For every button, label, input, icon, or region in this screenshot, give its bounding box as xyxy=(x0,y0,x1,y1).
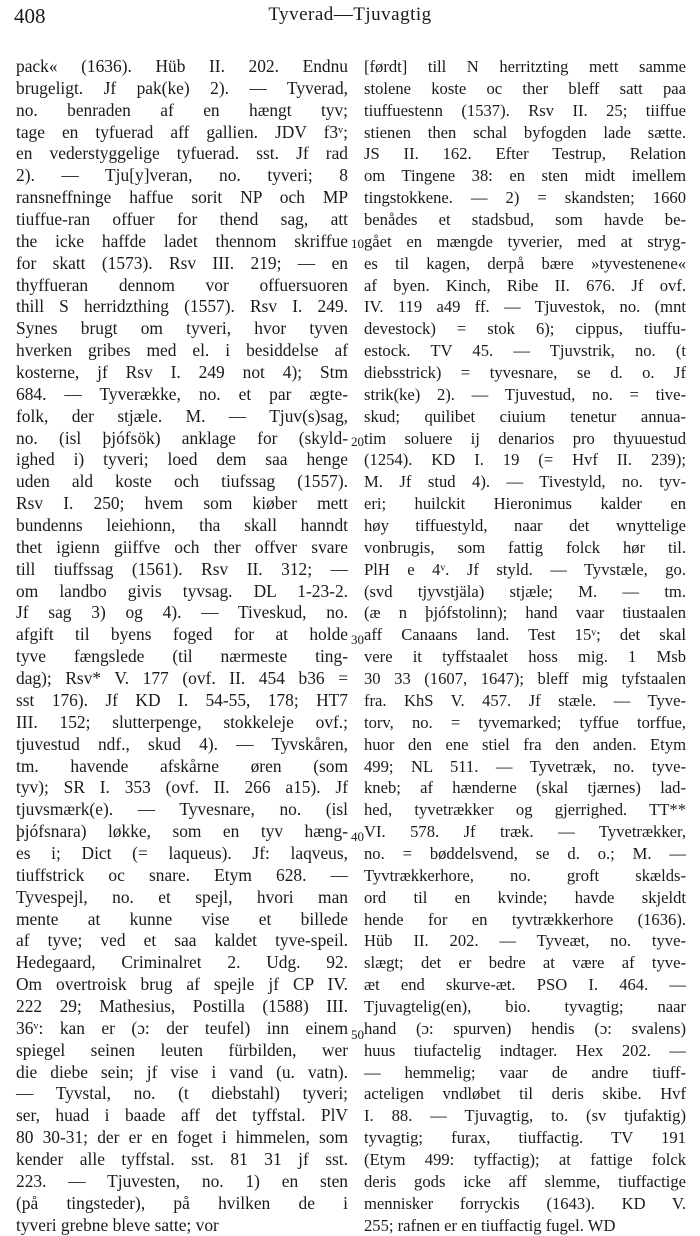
text-line: Hedegaard, Criminalret 2. Udg. 92. xyxy=(16,952,348,973)
text-line: thill S herridzthing (1557). Rsv I. 249. xyxy=(16,296,348,317)
line-number-20: 20 xyxy=(351,434,364,449)
text-line: tage en tyfuerad aff gallien. JDV f3ᵛ; xyxy=(16,121,348,142)
text-line: ord til en kvinde; havde skjeldt xyxy=(364,887,686,907)
text-line: M. Jf stud 4). — Tivestyld, no. tyv- xyxy=(364,472,686,492)
text-line: III. 152; slutterpenge, stokkeleje ovf.; xyxy=(16,711,348,732)
text-line: tjuvestud ndf., skud 4). — Tyvskåren, xyxy=(16,733,348,754)
text-line: af tyve; ved et saa kaldet tyve-speil. xyxy=(16,930,348,951)
text-line: I. 88. — Tjuvagtig, to. (sv tjufaktig) xyxy=(364,1106,686,1126)
text-line: Om overtroisk brug af spejle jf CP IV. xyxy=(16,974,348,995)
text-line: om landbo givis tyvsag. DL 1-23-2. xyxy=(16,580,348,601)
text-line: VI. 578. Jf træk. — Tyvetrækker, xyxy=(364,822,686,842)
text-line: no. benraden af en hængt tyv; xyxy=(16,99,348,120)
text-line: stolene koste oc ther bleff satt paa xyxy=(364,78,686,98)
text-line: tim soluere ij denarios pro thyuuestud xyxy=(364,428,686,448)
text-line: no. = bøddelsvend, se d. o.; M. — xyxy=(364,843,686,863)
text-line: Synes brugt om tyveri, hvor tyven xyxy=(16,318,348,339)
text-line: en vederstyggelige tyfuerad. sst. Jf rad xyxy=(16,143,348,164)
text-line: deris gods icke aff slemme, tiuffactige xyxy=(364,1171,686,1191)
text-line: stienen then schal byfogden lade sætte. xyxy=(364,122,686,142)
right-column xyxy=(364,56,686,1236)
text-line: hende for en tyvtrækkerhore (1636). xyxy=(364,909,686,929)
text-line: mente at kunne vise et billede xyxy=(16,908,348,929)
text-line: hed, tyvetrækker og gjerrighed. TT** xyxy=(364,800,686,820)
text-line: (Etym 499: tyffactig); at fattige folck xyxy=(364,1149,686,1169)
text-line: (på tingsteder), på hvilken de i xyxy=(16,1192,348,1213)
text-line: die diebe sein; jf vise i vand (u. vatn). xyxy=(16,1061,348,1082)
text-line: thet igienn giiffve och ther offver svare xyxy=(16,536,348,557)
line-number-50: 50 xyxy=(351,1027,364,1042)
text-line: es til kagen, derpå bære »tyvestenene« xyxy=(364,253,686,273)
text-line: devestock) = stok 6); cippus, tiuffu- xyxy=(364,319,686,339)
text-line: huus tiufactelig indtager. Hex 202. — xyxy=(364,1040,686,1060)
text-line: 2). — Tju[y]veran, no. tyveri; 8 xyxy=(16,165,348,186)
text-line: 223. — Tjuvesten, no. 1) en sten xyxy=(16,1170,348,1191)
text-line: thyffueran dennom vor offuersuoren xyxy=(16,274,348,295)
text-line: kosterne, jf Rsv I. 249 not 4); Stm xyxy=(16,362,348,383)
text-line: strik(ke) 2). — Tjuvestud, no. = tive- xyxy=(364,384,686,404)
text-line: eri; huilckit Hieronimus kalder en xyxy=(364,494,686,514)
text-line: 30 33 (1607, 1647); bleff mig tyfstaalen xyxy=(364,669,686,689)
text-line: IV. 119 a49 ff. — Tjuvestok, no. (mnt xyxy=(364,297,686,317)
text-line: tyvagtig; furax, tiuffactig. TV 191 xyxy=(364,1128,686,1148)
text-line: hand (ɔ: spurven) hendis (ɔ: svalens) xyxy=(364,1018,686,1038)
text-line: dag); Rsv* V. 177 (ovf. II. 454 b36 = xyxy=(16,668,348,689)
line-number-40: 40 xyxy=(351,829,364,844)
text-line: Hüb II. 202. — Tyveæt, no. tyve- xyxy=(364,931,686,951)
text-line: torv, no. = tyvemarked; tyffue torffue, xyxy=(364,712,686,732)
text-line: 222 29; Mathesius, Postilla (1588) III. xyxy=(16,995,348,1016)
text-line: pack« (1636). Hüb II. 202. Endnu xyxy=(16,56,348,76)
text-line: estock. TV 45. — Tjuvstrik, no. (t xyxy=(364,341,686,361)
text-line: — Tyvstal, no. (t diebstahl) tyveri; xyxy=(16,1083,348,1104)
text-line: folk, der stjæle. M. — Tjuv(s)sag, xyxy=(16,405,348,426)
text-line: afgift til byens foged for at holde xyxy=(16,624,348,645)
text-line: vere it tyffstaalet hoss mig. 1 Msb xyxy=(364,647,686,667)
text-line: skud; quilibet ciuium tenetur annua- xyxy=(364,406,686,426)
running-head: Tyverad—Tjuvagtig xyxy=(268,4,432,25)
text-line: tyveri grebne bleve satte; vor xyxy=(16,1214,219,1235)
text-line: till tiuffssag (1561). Rsv II. 312; — xyxy=(16,558,348,579)
text-line: no. (isl þjófsök) anklage for (skyld- xyxy=(16,427,348,448)
left-column xyxy=(16,56,348,1236)
text-line: 36ᵛ: kan er (ɔ: der teufel) inn einem xyxy=(16,1017,348,1038)
text-line: høy tiffuestyld, naar det wnyttelige xyxy=(364,516,686,536)
text-line: Jf sag 3) og 4). — Tiveskud, no. xyxy=(16,602,348,623)
text-line: kender alle tyffstal. sst. 81 31 jf sst. xyxy=(16,1148,348,1169)
text-line: (æ n þjófstolinn); hand vaar tiustaalen xyxy=(364,603,686,623)
text-line: (1254). KD I. 19 (= Hvf II. 239); xyxy=(364,450,686,470)
text-line: 684. — Tyverække, no. et par ægte- xyxy=(16,383,348,404)
text-line: ser, huad i baade aff det tyffstal. PlV xyxy=(16,1105,348,1126)
text-line: ighed i) tyveri; loed dem saa henge xyxy=(16,449,348,470)
text-line: for skatt (1573). Rsv III. 219; — en xyxy=(16,252,348,273)
text-line: þjófsnara) løkke, som en tyv hæng- xyxy=(16,821,348,842)
text-line: Tyvespejl, no. et spejl, hvori man xyxy=(16,886,348,907)
text-line: aff Canaans land. Test 15ᵛ; det skal xyxy=(364,625,686,645)
text-line: hverken gribes med el. i besiddelse af xyxy=(16,340,348,361)
text-line: brugeligt. Jf pak(ke) 2). — Tyverad, xyxy=(16,77,348,98)
text-line: Tjuvagtelig(en), bio. tyvagtig; naar xyxy=(364,996,686,1016)
text-line: benådes et stadsbud, som havde be- xyxy=(364,210,686,230)
text-line: tyve fængslede (til nærmeste ting- xyxy=(16,646,348,667)
text-line: es i; Dict (= laqueus). Jf: laqveus, xyxy=(16,842,348,863)
text-line: tiuffstrick oc snare. Etym 628. — xyxy=(16,864,348,885)
text-line: 499; NL 511. — Tyvetræk, no. tyve- xyxy=(364,756,686,776)
text-line: 80 30-31; der er en foget i himmelen, som xyxy=(16,1127,348,1148)
text-line: tingstokkene. — 2) = skandsten; 1660 xyxy=(364,188,686,208)
text-line: tiuffue-ran offuer for thend sag, att xyxy=(16,209,348,230)
line-number-30: 30 xyxy=(351,632,364,647)
text-line: Tyvtrækkerhore, no. groft skælds- xyxy=(364,865,686,885)
text-line: the icke haffde ladet thennom skriffue xyxy=(16,230,348,251)
text-line: spiegel seinen leuten fürbilden, wer xyxy=(16,1039,348,1060)
text-line: æt end skurve-æt. PSO I. 464. — xyxy=(364,975,686,995)
text-line: [førdt] till N herritzting mett samme xyxy=(364,57,686,76)
text-line: JS II. 162. Efter Testrup, Relation xyxy=(364,144,686,164)
text-line: fra. KhS V. 457. Jf stæle. — Tyve- xyxy=(364,690,686,710)
text-line: tiuffuestenn (1537). Rsv II. 25; tiiffue xyxy=(364,100,686,120)
text-line: PlH e 4ᵛ. Jf styld. — Tyvstæle, go. xyxy=(364,559,686,579)
text-line: kneb; af hænderne (skal tjærnes) lad- xyxy=(364,778,686,798)
text-line: gået en mængde tyverier, med at stryg- xyxy=(364,231,686,251)
text-line: bundenns leiehionn, tha skall hanndt xyxy=(16,515,348,536)
text-line: huor den ene stiel fra den anden. Etym xyxy=(364,734,686,754)
text-line: vonbrugis, som fattig folck hør til. xyxy=(364,537,686,557)
text-line: slægt; det er bedre at være af tyve- xyxy=(364,953,686,973)
line-number-10: 10 xyxy=(351,236,364,251)
text-line: (svd tjyvstjäla) stjæle; M. — tm. xyxy=(364,581,686,601)
text-line: Rsv I. 250; hvem som kiøber mett xyxy=(16,493,348,514)
page-number: 408 xyxy=(14,4,46,28)
text-line: om Tingene 38: en sten midt imellem xyxy=(364,166,686,186)
text-line: 255; rafnen er en tiuffactig fugel. WD xyxy=(364,1215,616,1235)
text-line: tm. havende afskårne øren (som xyxy=(16,755,348,776)
text-line: mennisker forryckis (1643). KD V. xyxy=(364,1193,686,1213)
text-line: af byen. Kinch, Ribe II. 676. Jf ovf. xyxy=(364,275,686,295)
text-line: ransneffninge haffue sorit NP och MP xyxy=(16,187,348,208)
text-line: tjuvsmærk(e). — Tyvesnare, no. (isl xyxy=(16,799,348,820)
text-line: tyv); SR I. 353 (ovf. II. 266 a15). Jf xyxy=(16,777,348,798)
text-line: — hemmelig; vaar de andre tiuff- xyxy=(364,1062,686,1082)
text-line: uden ald koste och tiufssag (1557). xyxy=(16,471,348,492)
text-line: diebsstrick) = tyvesnare, se d. o. Jf xyxy=(364,363,686,383)
text-line: sst 176). Jf KD I. 54-55, 178; HT7 xyxy=(16,689,348,710)
text-line: acteligen vndløbet til deris skibe. Hvf xyxy=(364,1084,686,1104)
